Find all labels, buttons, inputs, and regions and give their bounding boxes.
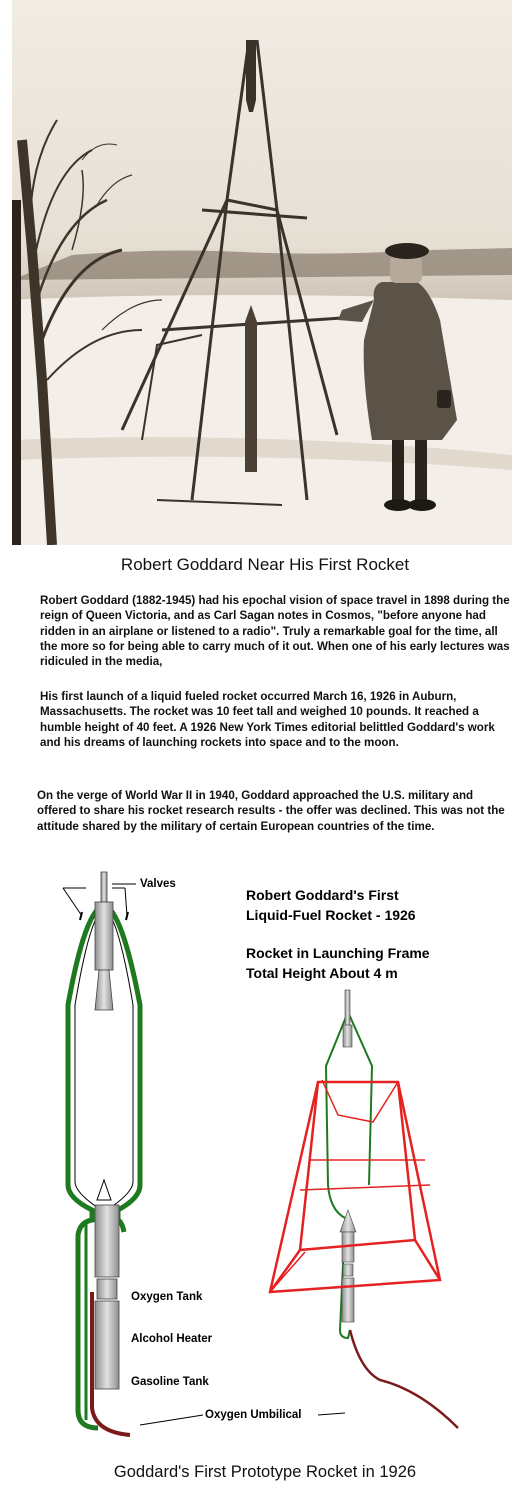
rocket-in-frame xyxy=(270,990,458,1428)
diagram-title-line2: Liquid-Fuel Rocket - 1926 xyxy=(246,907,416,923)
red-launch-frame xyxy=(270,1080,440,1292)
diagram-title-line1: Robert Goddard's First xyxy=(246,887,399,903)
label-gasoline-tank: Gasoline Tank xyxy=(131,1376,209,1388)
detailed-rocket xyxy=(63,872,140,1435)
nozzle xyxy=(95,970,113,1010)
combustion-chamber xyxy=(95,902,113,970)
right-umbilical xyxy=(350,1330,458,1428)
photo-caption: Robert Goddard Near His First Rocket xyxy=(120,555,410,574)
diagram-caption: Goddard's First Prototype Rocket in 1926 xyxy=(113,1463,417,1481)
alcohol-heater xyxy=(97,1279,117,1299)
label-alcohol-heater: Alcohol Heater xyxy=(131,1333,213,1345)
gasoline-tank xyxy=(95,1301,119,1389)
rocket-upper-body xyxy=(246,40,256,100)
rocket-diagram xyxy=(0,860,530,1455)
label-oxygen-tank: Oxygen Tank xyxy=(131,1291,203,1303)
label-oxygen-umbilical: Oxygen Umbilical xyxy=(205,1409,302,1421)
oxygen-tank xyxy=(95,1205,119,1277)
rocket-lower-tanks xyxy=(245,322,257,472)
paragraph-first-launch: His first launch of a liquid fueled rocket occurred March 16, 1926 in Auburn, Massachusetts. The rocket was 10 feet tall and weighed 10 pounds. It reached a humble height of 40 feet. A 1926 New York Times editorial belittled Goddard's work and his dreams of launching rockets into space and to the moon. xyxy=(40,690,495,749)
paragraph-military: On the verge of World War II in 1940, Goddard approached the U.S. military and offered to share his rocket research results - the offer was declined. This was not the attitude shared by the military of certain European countries of the time. xyxy=(37,789,505,833)
diagram-subtitle-line2: Total Height About 4 m xyxy=(246,965,398,981)
label-valves: Valves xyxy=(140,878,176,890)
goddard-rocket-photo xyxy=(12,0,512,545)
paragraph-vision: Robert Goddard (1882-1945) had his epochal vision of space travel in 1898 during the reign of Queen Victoria, and as Carl Sagan notes in Cosmos, "before anyone had ridden in an airplane or listened to a radio". Truly a remarkable goal for the time, all the more so for being able to carry much of it out. When one of his early lectures was ridiculed in the media, xyxy=(40,594,510,669)
diagram-subtitle-line1: Rocket in Launching Frame xyxy=(246,945,430,961)
